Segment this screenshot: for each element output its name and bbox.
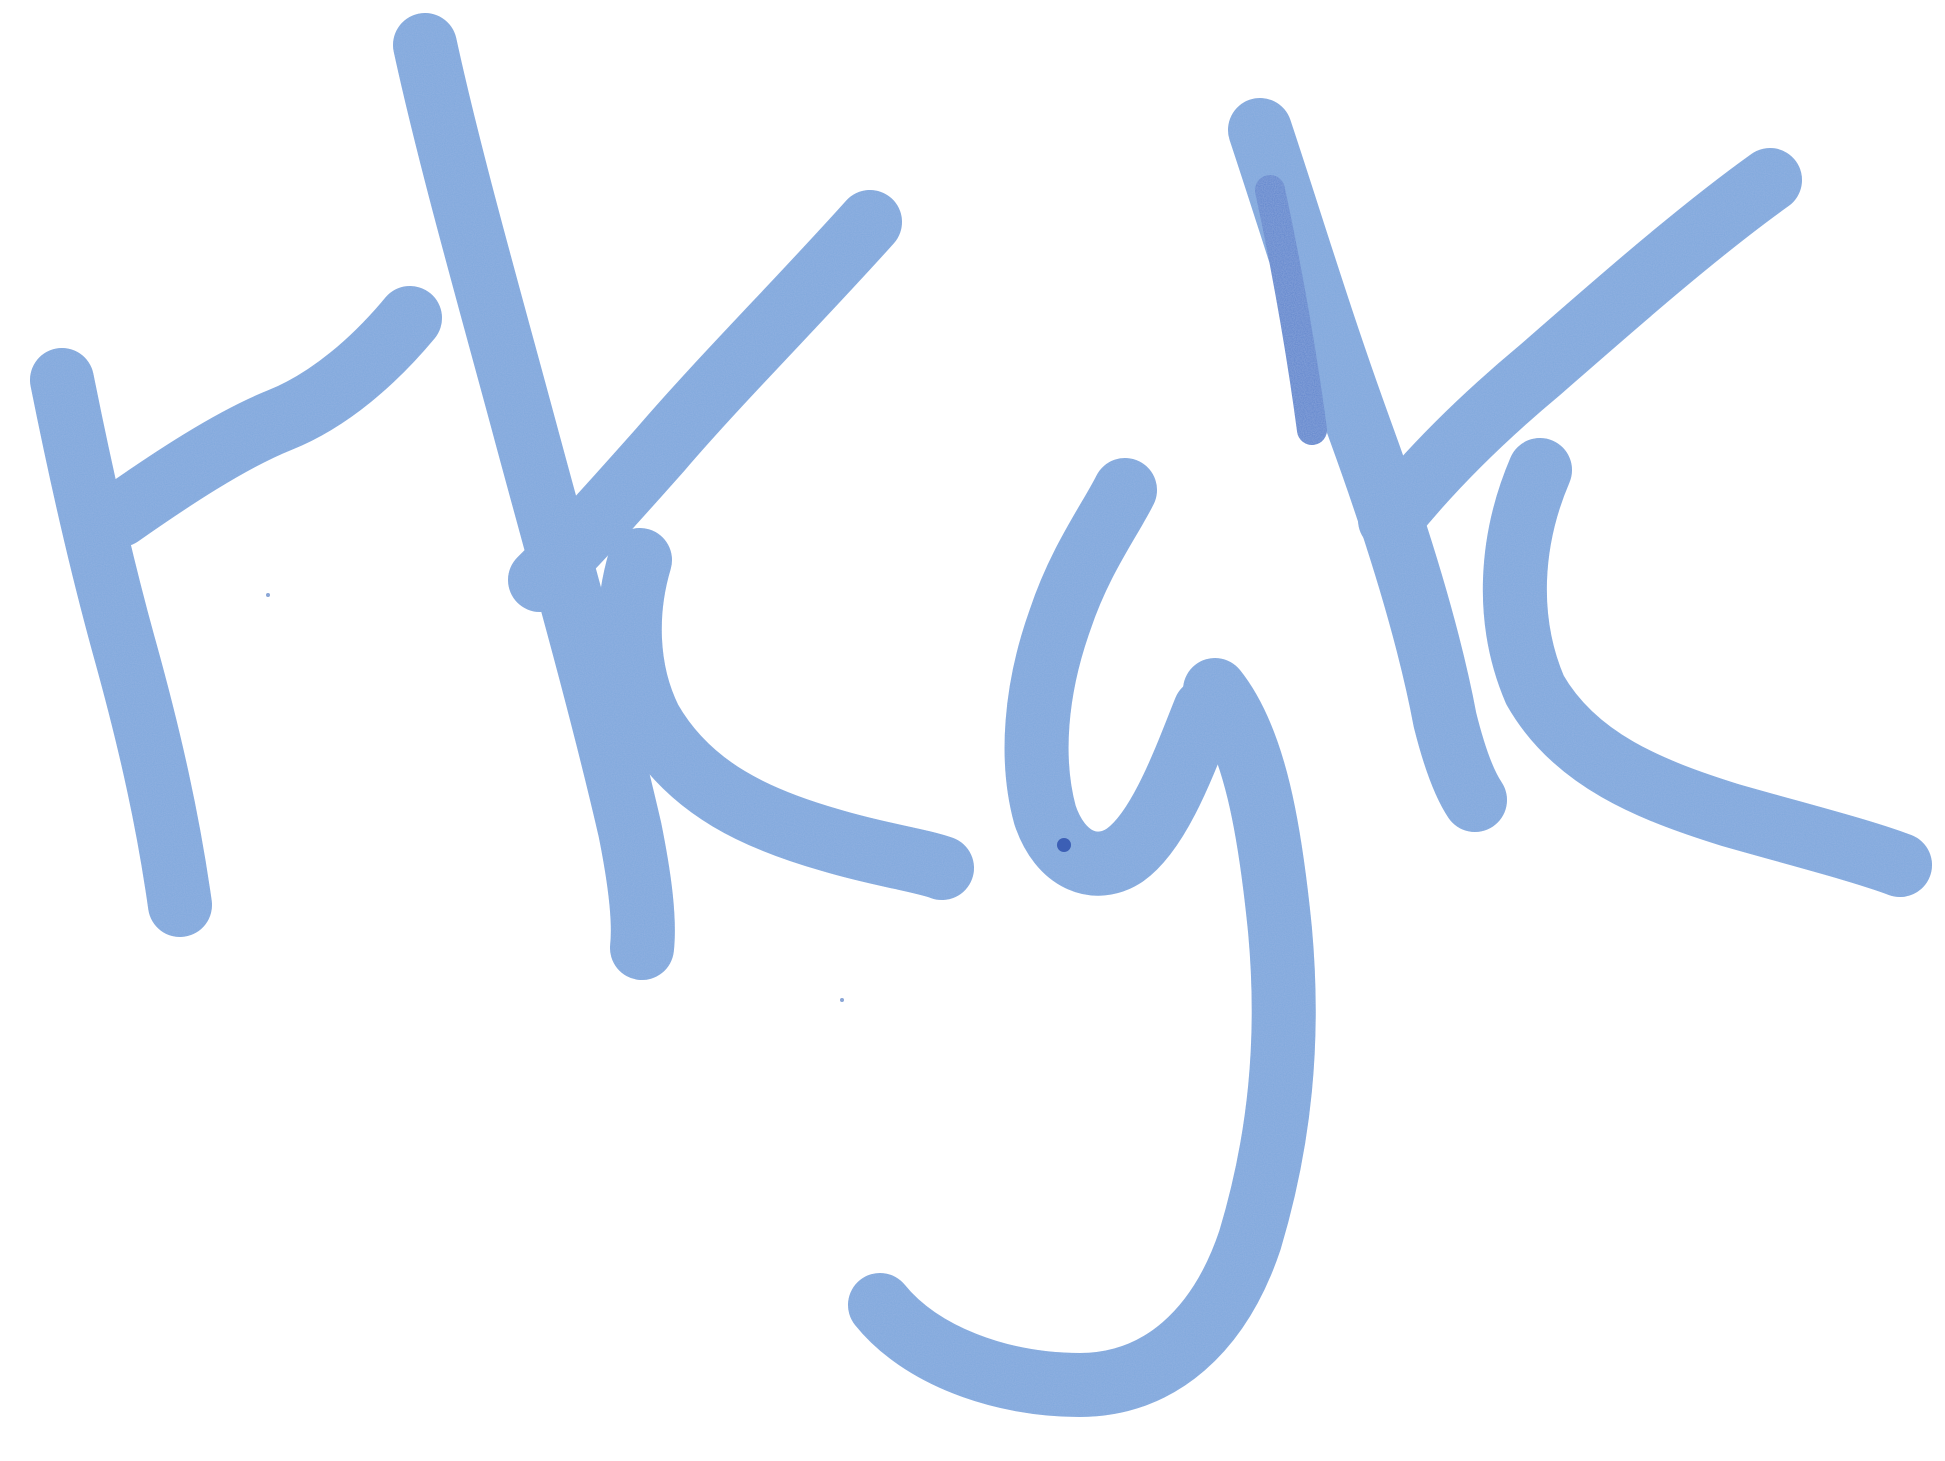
letter-g-descender	[880, 690, 1284, 1385]
letter-g-bowl	[1037, 490, 1205, 864]
letter-r-arm	[120, 318, 410, 515]
letter-k1-upper-arm	[540, 222, 870, 580]
letter-k2-leg	[1515, 470, 1900, 865]
ink-dot	[1057, 838, 1071, 852]
ink-speck	[266, 593, 270, 597]
ink-speck	[840, 998, 844, 1002]
letter-k1-leg	[630, 560, 942, 868]
letter-k2-upper-arm	[1390, 180, 1770, 520]
